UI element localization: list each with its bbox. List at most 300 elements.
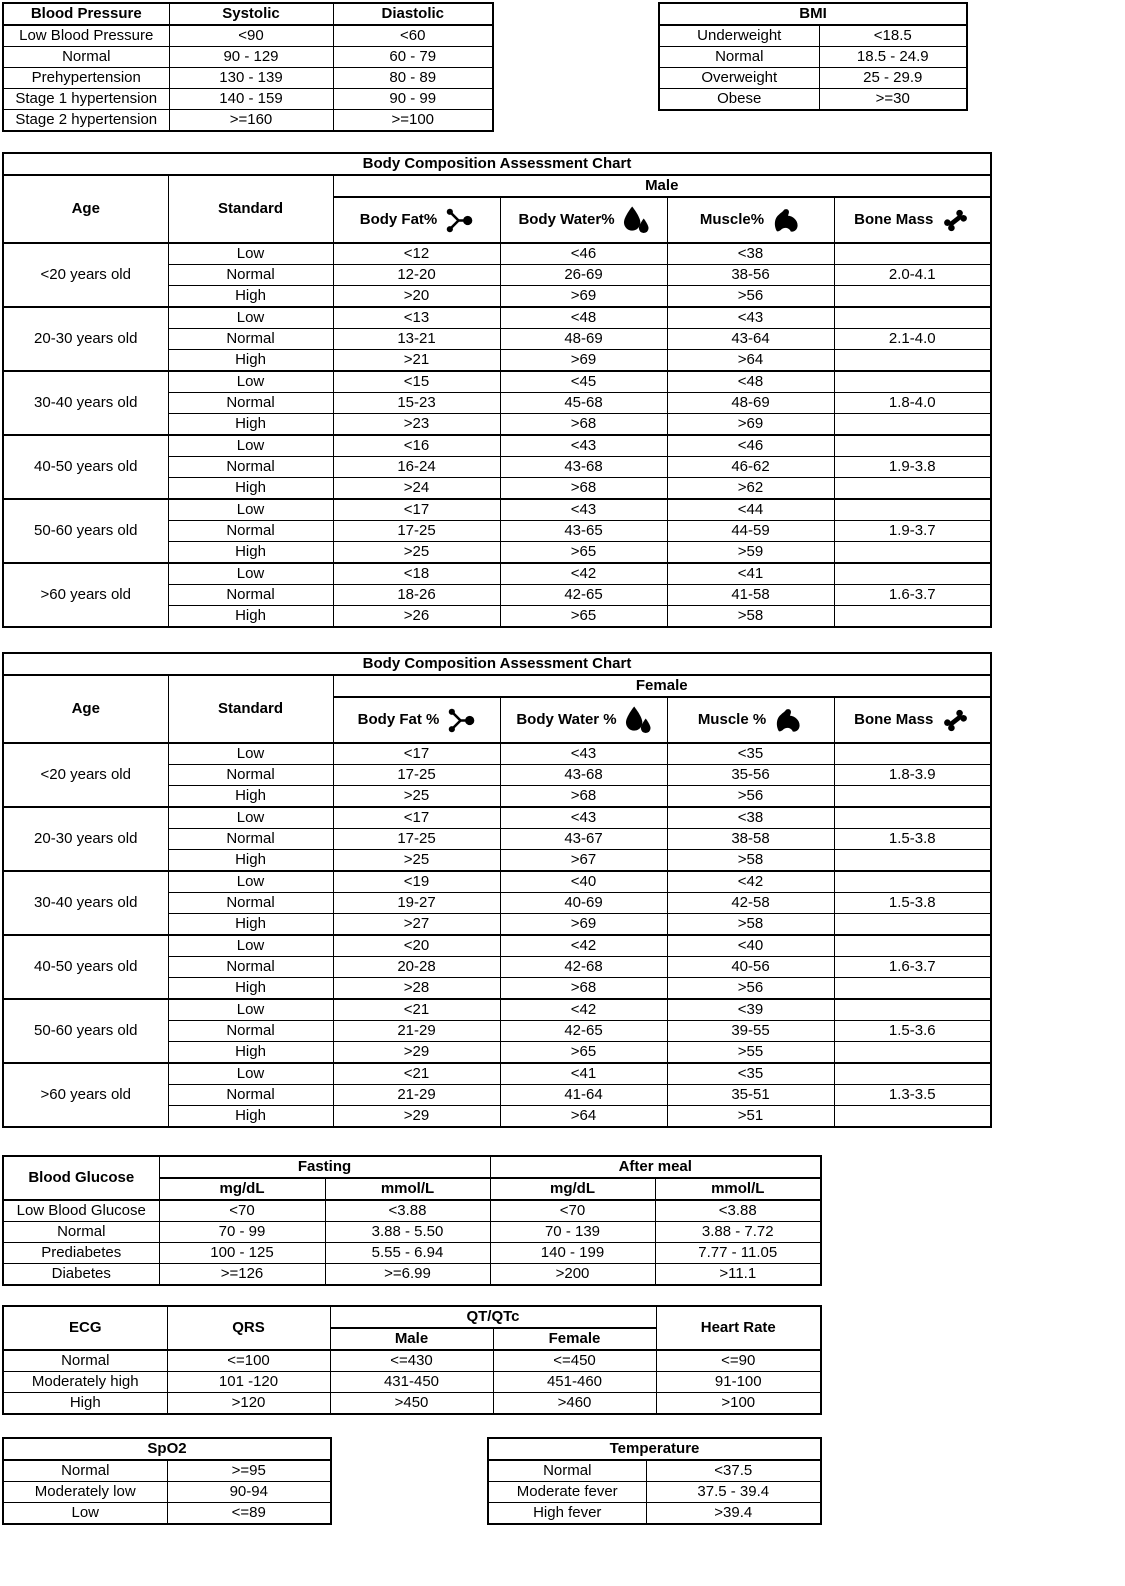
age-label: 20-30 years old <box>3 807 168 871</box>
col-qt-qtc: QT/QTc <box>330 1306 656 1328</box>
muscle-value: >58 <box>667 914 834 936</box>
body-fat-value: >28 <box>333 978 500 1000</box>
row-label: Normal <box>3 1350 167 1372</box>
body-water-value: 42-65 <box>500 1021 667 1042</box>
glucose-value: 70 - 99 <box>159 1222 325 1243</box>
qt-male-value: <=430 <box>330 1350 493 1372</box>
standard-label: Normal <box>168 957 333 978</box>
table-row <box>3 871 991 893</box>
col-bone-mass-label: Bone Mass <box>854 711 934 729</box>
muscle-value: <48 <box>667 371 834 393</box>
row-label: Normal <box>488 1460 646 1482</box>
col-qrs: QRS <box>167 1306 330 1350</box>
body-fat-value: 16-24 <box>333 457 500 478</box>
body-water-value: >68 <box>500 978 667 1000</box>
table-row <box>3 1372 821 1393</box>
row-label: Low <box>3 1503 167 1525</box>
glucose-value: 3.88 - 5.50 <box>325 1222 490 1243</box>
standard-label: Normal <box>168 457 333 478</box>
age-label: 30-40 years old <box>3 371 168 435</box>
bone-mass-value <box>834 542 991 564</box>
standard-label: High <box>168 414 333 436</box>
body-water-value: <43 <box>500 807 667 829</box>
table-row <box>3 1243 821 1264</box>
col-body-water-label: Body Water % <box>516 711 617 729</box>
col-muscle-label: Muscle % <box>697 711 767 729</box>
row-value: 25 - 29.9 <box>819 68 967 89</box>
body-composition-female-table <box>2 652 992 1128</box>
col-standard: Standard <box>168 175 333 243</box>
standard-label: High <box>168 350 333 372</box>
standard-label: High <box>168 850 333 872</box>
water-drops-icon <box>625 706 651 734</box>
row-label: High fever <box>488 1503 646 1525</box>
table-row <box>3 1200 821 1222</box>
body-fat-value: >29 <box>333 1042 500 1064</box>
col-body-fat <box>333 697 500 743</box>
body-fat-value: <12 <box>333 243 500 265</box>
row-value: <37.5 <box>646 1460 821 1482</box>
body-fat-value: 15-23 <box>333 393 500 414</box>
bone-mass-value <box>834 1063 991 1085</box>
col-ecg: ECG <box>3 1306 167 1350</box>
blood-pressure-table <box>2 2 494 132</box>
table-row <box>3 1063 991 1085</box>
table-row <box>488 1460 821 1482</box>
muscle-value: >55 <box>667 1042 834 1064</box>
table-row <box>3 25 493 47</box>
body-fat-value: <21 <box>333 999 500 1021</box>
muscle-value: >64 <box>667 350 834 372</box>
flexed-arm-icon <box>772 207 801 234</box>
standard-label: Normal <box>168 893 333 914</box>
standard-label: High <box>168 786 333 808</box>
glucose-value: >200 <box>490 1264 655 1286</box>
muscle-value: 48-69 <box>667 393 834 414</box>
table-row <box>3 1482 331 1503</box>
body-water-value: 41-64 <box>500 1085 667 1106</box>
body-fat-value: <18 <box>333 563 500 585</box>
row-label: Obese <box>659 89 819 111</box>
body-water-value: <43 <box>500 499 667 521</box>
gender-row <box>3 175 991 197</box>
table-row <box>3 807 991 829</box>
row-label: High <box>3 1393 167 1415</box>
col-systolic: Systolic <box>169 3 333 25</box>
standard-label: Normal <box>168 329 333 350</box>
muscle-value: >58 <box>667 850 834 872</box>
table-row <box>3 1503 331 1525</box>
row-label: Stage 2 hypertension <box>3 110 169 132</box>
standard-label: Normal <box>168 765 333 786</box>
col-diastolic: Diastolic <box>333 3 493 25</box>
body-water-value: 42-68 <box>500 957 667 978</box>
age-label: 20-30 years old <box>3 307 168 371</box>
col-body-fat-label: Body Fat % <box>357 711 440 729</box>
body-water-value: 42-65 <box>500 585 667 606</box>
body-water-value: 43-65 <box>500 521 667 542</box>
bone-mass-value <box>834 786 991 808</box>
qt-female-value: <=450 <box>493 1350 656 1372</box>
standard-label: Normal <box>168 1085 333 1106</box>
systolic-value: >=160 <box>169 110 333 132</box>
standard-label: High <box>168 542 333 564</box>
body-water-value: 48-69 <box>500 329 667 350</box>
standard-label: Low <box>168 935 333 957</box>
bone-mass-value <box>834 414 991 436</box>
bone-mass-value: 1.9-3.8 <box>834 457 991 478</box>
muscle-value: <38 <box>667 807 834 829</box>
age-label: >60 years old <box>3 1063 168 1127</box>
muscle-value: 43-64 <box>667 329 834 350</box>
standard-label: Normal <box>168 265 333 286</box>
standard-label: Normal <box>168 393 333 414</box>
heart-rate-value: >100 <box>656 1393 821 1415</box>
row-value: 37.5 - 39.4 <box>646 1482 821 1503</box>
group-after-meal: After meal <box>490 1156 821 1178</box>
col-blood-glucose: Blood Glucose <box>3 1156 159 1200</box>
bone-mass-value <box>834 1106 991 1128</box>
gender-header: Female <box>333 675 991 697</box>
row-label: Prediabetes <box>3 1243 159 1264</box>
standard-label: Low <box>168 999 333 1021</box>
muscle-value: >56 <box>667 978 834 1000</box>
glucose-value: 100 - 125 <box>159 1243 325 1264</box>
body-water-value: 43-68 <box>500 457 667 478</box>
bone-mass-value <box>834 743 991 765</box>
glucose-value: 140 - 199 <box>490 1243 655 1264</box>
bone-mass-value <box>834 435 991 457</box>
temperature-title: Temperature <box>488 1438 821 1460</box>
row-label: Prehypertension <box>3 68 169 89</box>
bone-mass-value: 1.6-3.7 <box>834 585 991 606</box>
table-row <box>659 68 967 89</box>
qrs-value: >120 <box>167 1393 330 1415</box>
table-row <box>3 68 493 89</box>
body-fat-value: 17-25 <box>333 829 500 850</box>
bone-mass-value <box>834 606 991 628</box>
muscle-value: 38-58 <box>667 829 834 850</box>
muscle-value: >58 <box>667 606 834 628</box>
age-label: 40-50 years old <box>3 435 168 499</box>
standard-label: Normal <box>168 829 333 850</box>
muscle-value: >69 <box>667 414 834 436</box>
bone-mass-value: 1.3-3.5 <box>834 1085 991 1106</box>
blood-glucose-table <box>2 1155 822 1286</box>
header-row <box>659 3 967 25</box>
bone-mass-value: 1.9-3.7 <box>834 521 991 542</box>
bone-mass-value <box>834 935 991 957</box>
row-label: Moderately low <box>3 1482 167 1503</box>
table-row <box>3 1460 331 1482</box>
body-fat-value: >23 <box>333 414 500 436</box>
muscle-value: <41 <box>667 563 834 585</box>
header-row <box>3 3 493 25</box>
unit-mgdl-fasting: mg/dL <box>159 1178 325 1200</box>
body-fat-value: 21-29 <box>333 1021 500 1042</box>
standard-label: High <box>168 478 333 500</box>
col-body-fat-label: Body Fat% <box>359 211 438 229</box>
unit-mmoll-after: mmol/L <box>655 1178 821 1200</box>
muscle-value: >62 <box>667 478 834 500</box>
body-fat-value: >25 <box>333 850 500 872</box>
qrs-value: <=100 <box>167 1350 330 1372</box>
row-value: <=89 <box>167 1503 331 1525</box>
table-row <box>488 1482 821 1503</box>
col-muscle <box>667 197 834 243</box>
bone-mass-value <box>834 371 991 393</box>
caliper-icon <box>447 707 475 734</box>
body-water-value: <42 <box>500 999 667 1021</box>
table-row <box>3 307 991 329</box>
col-muscle <box>667 697 834 743</box>
spo2-title: SpO2 <box>3 1438 331 1460</box>
bone-mass-value <box>834 1042 991 1064</box>
body-fat-value: 20-28 <box>333 957 500 978</box>
bone-mass-value <box>834 850 991 872</box>
standard-label: Low <box>168 807 333 829</box>
body-composition-male-table <box>2 152 992 628</box>
body-fat-value: 17-25 <box>333 765 500 786</box>
flexed-arm-icon <box>774 707 803 734</box>
col-blood-pressure: Blood Pressure <box>3 3 169 25</box>
table-row <box>3 999 991 1021</box>
header-row <box>488 1438 821 1460</box>
body-water-value: >67 <box>500 850 667 872</box>
standard-label: Low <box>168 499 333 521</box>
muscle-value: <39 <box>667 999 834 1021</box>
qt-female-value: 451-460 <box>493 1372 656 1393</box>
standard-label: Low <box>168 243 333 265</box>
row-label: Overweight <box>659 68 819 89</box>
unit-mgdl-after: mg/dL <box>490 1178 655 1200</box>
table-row <box>659 89 967 111</box>
table-row <box>659 25 967 47</box>
bone-mass-value: 1.8-3.9 <box>834 765 991 786</box>
muscle-value: 42-58 <box>667 893 834 914</box>
table-row <box>3 563 991 585</box>
row-label: Moderate fever <box>488 1482 646 1503</box>
body-water-value: <42 <box>500 935 667 957</box>
unit-mmoll-fasting: mmol/L <box>325 1178 490 1200</box>
muscle-value: <46 <box>667 435 834 457</box>
body-fat-value: 18-26 <box>333 585 500 606</box>
body-fat-value: <21 <box>333 1063 500 1085</box>
systolic-value: <90 <box>169 25 333 47</box>
row-label: Underweight <box>659 25 819 47</box>
col-body-water <box>500 197 667 243</box>
group-fasting: Fasting <box>159 1156 490 1178</box>
row-value: 90-94 <box>167 1482 331 1503</box>
diastolic-value: 80 - 89 <box>333 68 493 89</box>
glucose-value: >=6.99 <box>325 1264 490 1286</box>
row-label: Low Blood Glucose <box>3 1200 159 1222</box>
table-row <box>3 743 991 765</box>
body-fat-value: >21 <box>333 350 500 372</box>
body-fat-value: 12-20 <box>333 265 500 286</box>
body-fat-value: <19 <box>333 871 500 893</box>
row-label: Normal <box>3 47 169 68</box>
bone-mass-value: 2.1-4.0 <box>834 329 991 350</box>
muscle-value: >56 <box>667 786 834 808</box>
row-label: Diabetes <box>3 1264 159 1286</box>
qt-male-value: 431-450 <box>330 1372 493 1393</box>
table-title: Body Composition Assessment Chart <box>3 653 991 675</box>
water-drops-icon <box>623 206 649 234</box>
body-water-value: >65 <box>500 542 667 564</box>
body-water-value: >64 <box>500 1106 667 1128</box>
age-label: >60 years old <box>3 563 168 627</box>
glucose-value: 3.88 - 7.72 <box>655 1222 821 1243</box>
row-label: Stage 1 hypertension <box>3 89 169 110</box>
body-water-value: <43 <box>500 743 667 765</box>
muscle-value: 35-56 <box>667 765 834 786</box>
standard-label: Low <box>168 743 333 765</box>
temperature-table <box>487 1437 822 1525</box>
glucose-value: 5.55 - 6.94 <box>325 1243 490 1264</box>
title-row <box>3 653 991 675</box>
body-fat-value: >20 <box>333 286 500 308</box>
diastolic-value: >=100 <box>333 110 493 132</box>
muscle-value: 35-51 <box>667 1085 834 1106</box>
muscle-value: <42 <box>667 871 834 893</box>
table-title: Body Composition Assessment Chart <box>3 153 991 175</box>
col-bone-mass <box>834 197 991 243</box>
muscle-value: <43 <box>667 307 834 329</box>
body-water-value: >69 <box>500 350 667 372</box>
caliper-icon <box>445 207 473 234</box>
standard-label: High <box>168 1042 333 1064</box>
bone-mass-value <box>834 978 991 1000</box>
age-label: 50-60 years old <box>3 999 168 1063</box>
muscle-value: >51 <box>667 1106 834 1128</box>
muscle-value: >56 <box>667 286 834 308</box>
row-value: 18.5 - 24.9 <box>819 47 967 68</box>
bone-mass-value <box>834 499 991 521</box>
col-bone-mass <box>834 697 991 743</box>
muscle-value: 44-59 <box>667 521 834 542</box>
body-fat-value: <17 <box>333 499 500 521</box>
body-fat-value: <13 <box>333 307 500 329</box>
table-row <box>3 243 991 265</box>
diastolic-value: 90 - 99 <box>333 89 493 110</box>
table-row <box>3 1222 821 1243</box>
standard-label: Low <box>168 871 333 893</box>
body-water-value: >69 <box>500 914 667 936</box>
body-fat-value: <17 <box>333 743 500 765</box>
qt-female-value: >460 <box>493 1393 656 1415</box>
muscle-value: <35 <box>667 743 834 765</box>
standard-label: High <box>168 978 333 1000</box>
body-water-value: 26-69 <box>500 265 667 286</box>
age-label: 50-60 years old <box>3 499 168 563</box>
row-label: Normal <box>659 47 819 68</box>
bone-mass-value <box>834 243 991 265</box>
body-fat-value: 19-27 <box>333 893 500 914</box>
body-water-value: >68 <box>500 414 667 436</box>
spo2-table <box>2 1437 332 1525</box>
standard-label: Normal <box>168 521 333 542</box>
body-fat-value: 17-25 <box>333 521 500 542</box>
body-fat-value: >25 <box>333 786 500 808</box>
standard-label: Normal <box>168 1021 333 1042</box>
col-standard: Standard <box>168 675 333 743</box>
systolic-value: 130 - 139 <box>169 68 333 89</box>
col-body-fat <box>333 197 500 243</box>
table-row <box>3 1350 821 1372</box>
body-fat-value: <15 <box>333 371 500 393</box>
title-row <box>3 153 991 175</box>
muscle-value: 38-56 <box>667 265 834 286</box>
row-label: Normal <box>3 1460 167 1482</box>
glucose-value: >=126 <box>159 1264 325 1286</box>
body-water-value: <42 <box>500 563 667 585</box>
qrs-value: 101 -120 <box>167 1372 330 1393</box>
body-fat-value: 21-29 <box>333 1085 500 1106</box>
muscle-value: 39-55 <box>667 1021 834 1042</box>
bmi-table <box>658 2 968 111</box>
body-water-value: <40 <box>500 871 667 893</box>
bone-mass-value <box>834 350 991 372</box>
diastolic-value: 60 - 79 <box>333 47 493 68</box>
row-value: >=30 <box>819 89 967 111</box>
standard-label: Normal <box>168 585 333 606</box>
body-water-value: >68 <box>500 786 667 808</box>
muscle-value: <40 <box>667 935 834 957</box>
row-label: Low Blood Pressure <box>3 25 169 47</box>
standard-label: High <box>168 914 333 936</box>
standard-label: Low <box>168 563 333 585</box>
standard-label: High <box>168 1106 333 1128</box>
bone-mass-value: 1.5-3.8 <box>834 829 991 850</box>
gender-row <box>3 675 991 697</box>
systolic-value: 140 - 159 <box>169 89 333 110</box>
table-row <box>3 371 991 393</box>
col-bone-mass-label: Bone Mass <box>854 211 934 229</box>
table-row <box>3 110 493 132</box>
bone-mass-value: 2.0-4.1 <box>834 265 991 286</box>
table-row <box>3 499 991 521</box>
bone-mass-value <box>834 307 991 329</box>
heart-rate-value: <=90 <box>656 1350 821 1372</box>
col-body-water <box>500 697 667 743</box>
age-label: <20 years old <box>3 243 168 307</box>
body-water-value: >65 <box>500 1042 667 1064</box>
age-label: 30-40 years old <box>3 871 168 935</box>
glucose-value: <3.88 <box>655 1200 821 1222</box>
col-age: Age <box>3 175 168 243</box>
table-row <box>659 47 967 68</box>
col-age: Age <box>3 675 168 743</box>
body-fat-value: >29 <box>333 1106 500 1128</box>
bone-mass-value <box>834 807 991 829</box>
table-row <box>3 89 493 110</box>
body-water-value: <41 <box>500 1063 667 1085</box>
body-fat-value: 13-21 <box>333 329 500 350</box>
body-water-value: 43-67 <box>500 829 667 850</box>
muscle-value: >59 <box>667 542 834 564</box>
table-row <box>3 1393 821 1415</box>
standard-label: Low <box>168 307 333 329</box>
body-water-value: <48 <box>500 307 667 329</box>
header-row <box>3 1438 331 1460</box>
bone-mass-value <box>834 563 991 585</box>
bone-icon <box>941 206 970 235</box>
glucose-value: 70 - 139 <box>490 1222 655 1243</box>
body-fat-value: <16 <box>333 435 500 457</box>
standard-label: Low <box>168 371 333 393</box>
muscle-value: <35 <box>667 1063 834 1085</box>
